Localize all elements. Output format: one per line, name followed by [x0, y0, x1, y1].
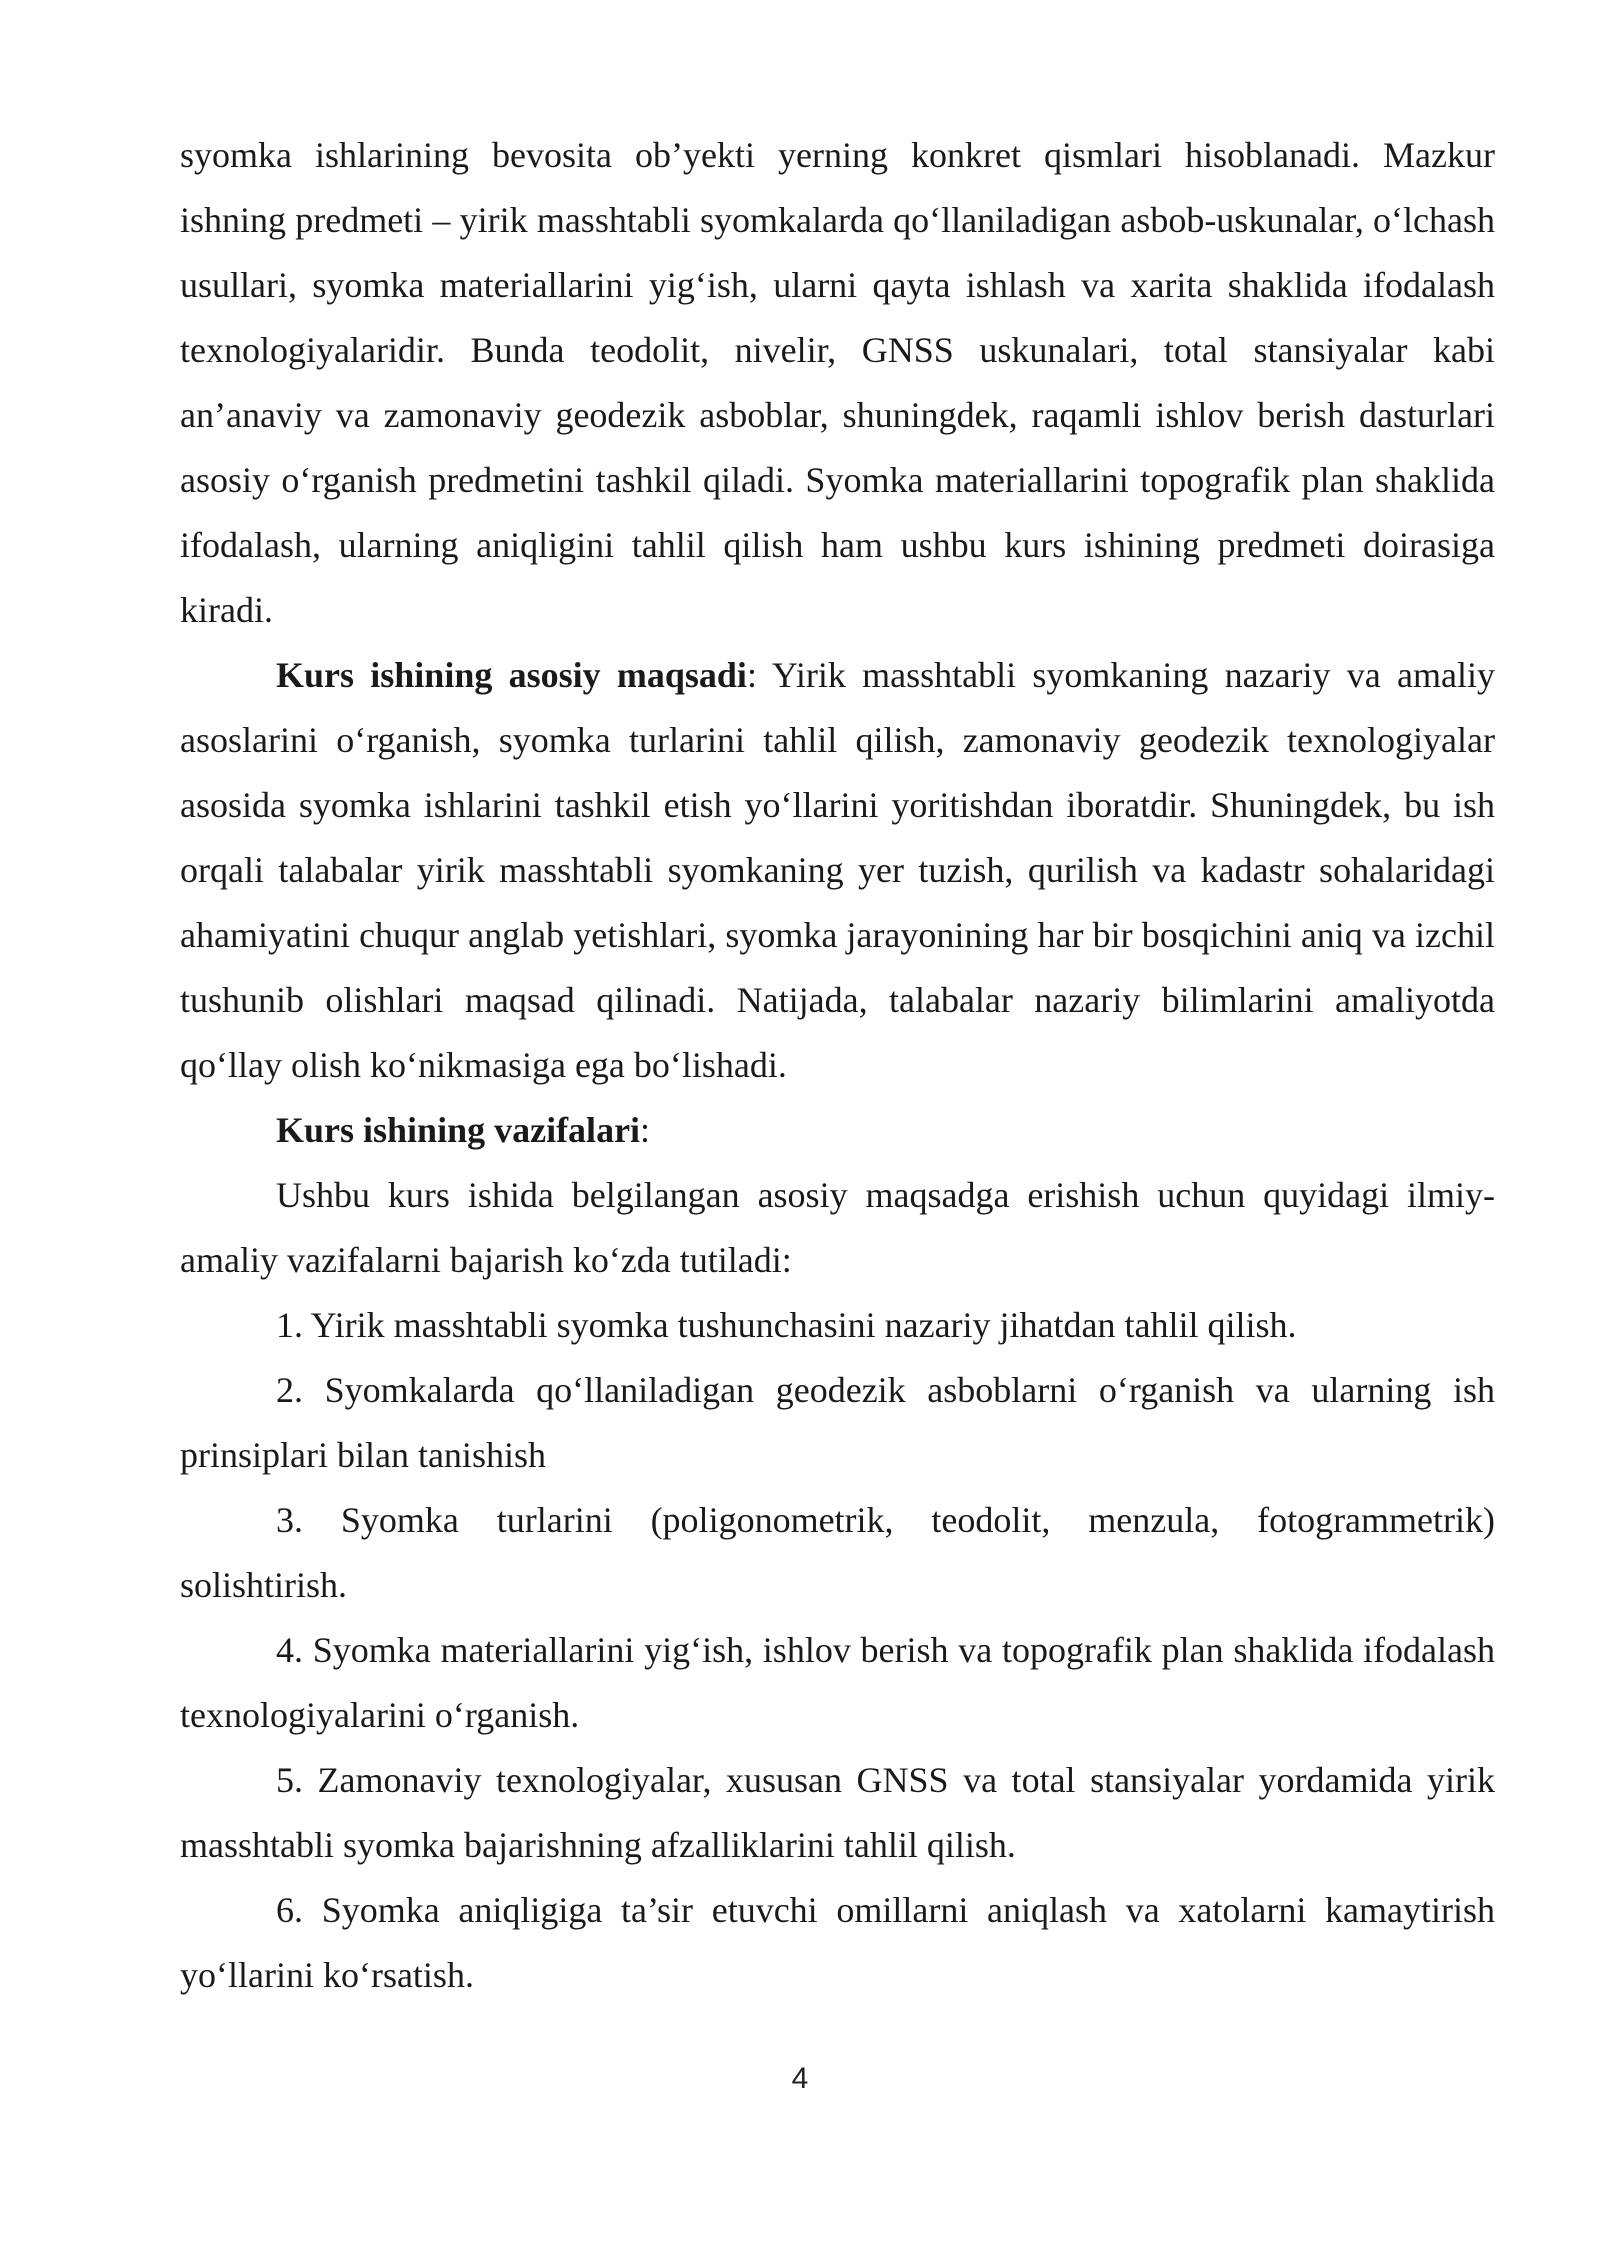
goal-heading: Kurs ishining asosiy maqsadi — [276, 655, 747, 695]
task-item-4: 4. Syomka materiallarini yig‘ish, ishlov berish va topografik plan shaklida ifodalash texnologiyalarini o‘rganish. — [180, 1630, 1495, 1735]
task-item-2: 2. Syomkalarda qo‘llaniladigan geodezik asboblarni o‘rganish va ularning ish prinsiplari bilan tanishish — [180, 1370, 1495, 1475]
document-body — [180, 123, 1495, 2008]
tasks-heading-line — [180, 1098, 1495, 1163]
task-item-1: 1. Yirik masshtabli syomka tushunchasini nazariy jihatdan tahlil qilish. — [276, 1305, 1297, 1345]
paragraph-object-subject: syomka ishlarining bevosita ob’yekti yerning konkret qismlari hisoblanadi. Mazkur ishning predmeti – yirik masshtabli syomkalarda qo‘llaniladigan asbob-uskunalar, o‘lchash usullari, syomka materiallarini yig‘ish, ularni qayta ishlash va xarita shaklida ifodalash texnologiyalaridir. Bunda teodolit, nivelir, GNSS uskunalari, total stansiyalar kabi an’anaviy va zamonaviy geodezik asboblar, shuningdek, raqamli ishlov berish dasturlari asosiy o‘rganish predmetini tashkil qiladi. Syomka materiallarini topografik plan shaklida ifodalash, ularning aniqligini tahlil qilish ham ushbu kurs ishining predmeti doirasiga kiradi. — [180, 135, 1495, 630]
task-item-5: 5. Zamonaviy texnologiyalar, xususan GNSS va total stansiyalar yordamida yirik masshtabli syomka bajarishning afzalliklarini tahlil qilish. — [180, 1760, 1495, 1865]
tasks-heading: Kurs ishining vazifalari — [276, 1110, 641, 1150]
tasks-heading-colon: : — [640, 1110, 651, 1150]
goal-text: : Yirik masshtabli syomkaning nazariy va amaliy asoslarini o‘rganish, syomka turlarini tahlil qilish, zamonaviy geodezik texnologiyalar asosida syomka ishlarini tashkil etish yo‘llarini yoritishdan iboratdir. Shuningdek, bu ish orqali talabalar yirik masshtabli syomkaning yer tuzish, qurilish va kadastr sohalaridagi ahamiyatini chuqur anglab yetishlari, syomka jarayonining har bir bosqichini aniq va izchil tushunib olishlari maqsad qilinadi. Natijada, talabalar nazariy bilimlarini amaliyotda qo‘llay olish ko‘nikmasiga ega bo‘lishadi. — [180, 655, 1496, 1085]
task-item-6: 6. Syomka aniqligiga ta’sir etuvchi omillarni aniqlash va xatolarni kamaytirish yo‘llarini ko‘rsatish. — [180, 1890, 1495, 1995]
paragraph-goal — [180, 643, 1495, 1098]
tasks-intro: Ushbu kurs ishida belgilangan asosiy maqsadga erishish uchun quyidagi ilmiy-amaliy vazifalarni bajarish ko‘zda tutiladi: — [180, 1175, 1495, 1280]
task-item-3: 3. Syomka turlarini (poligonometrik, teodolit, menzula, fotogrammetrik) solishtirish. — [180, 1500, 1495, 1605]
page-number: 4 — [791, 2062, 809, 2095]
